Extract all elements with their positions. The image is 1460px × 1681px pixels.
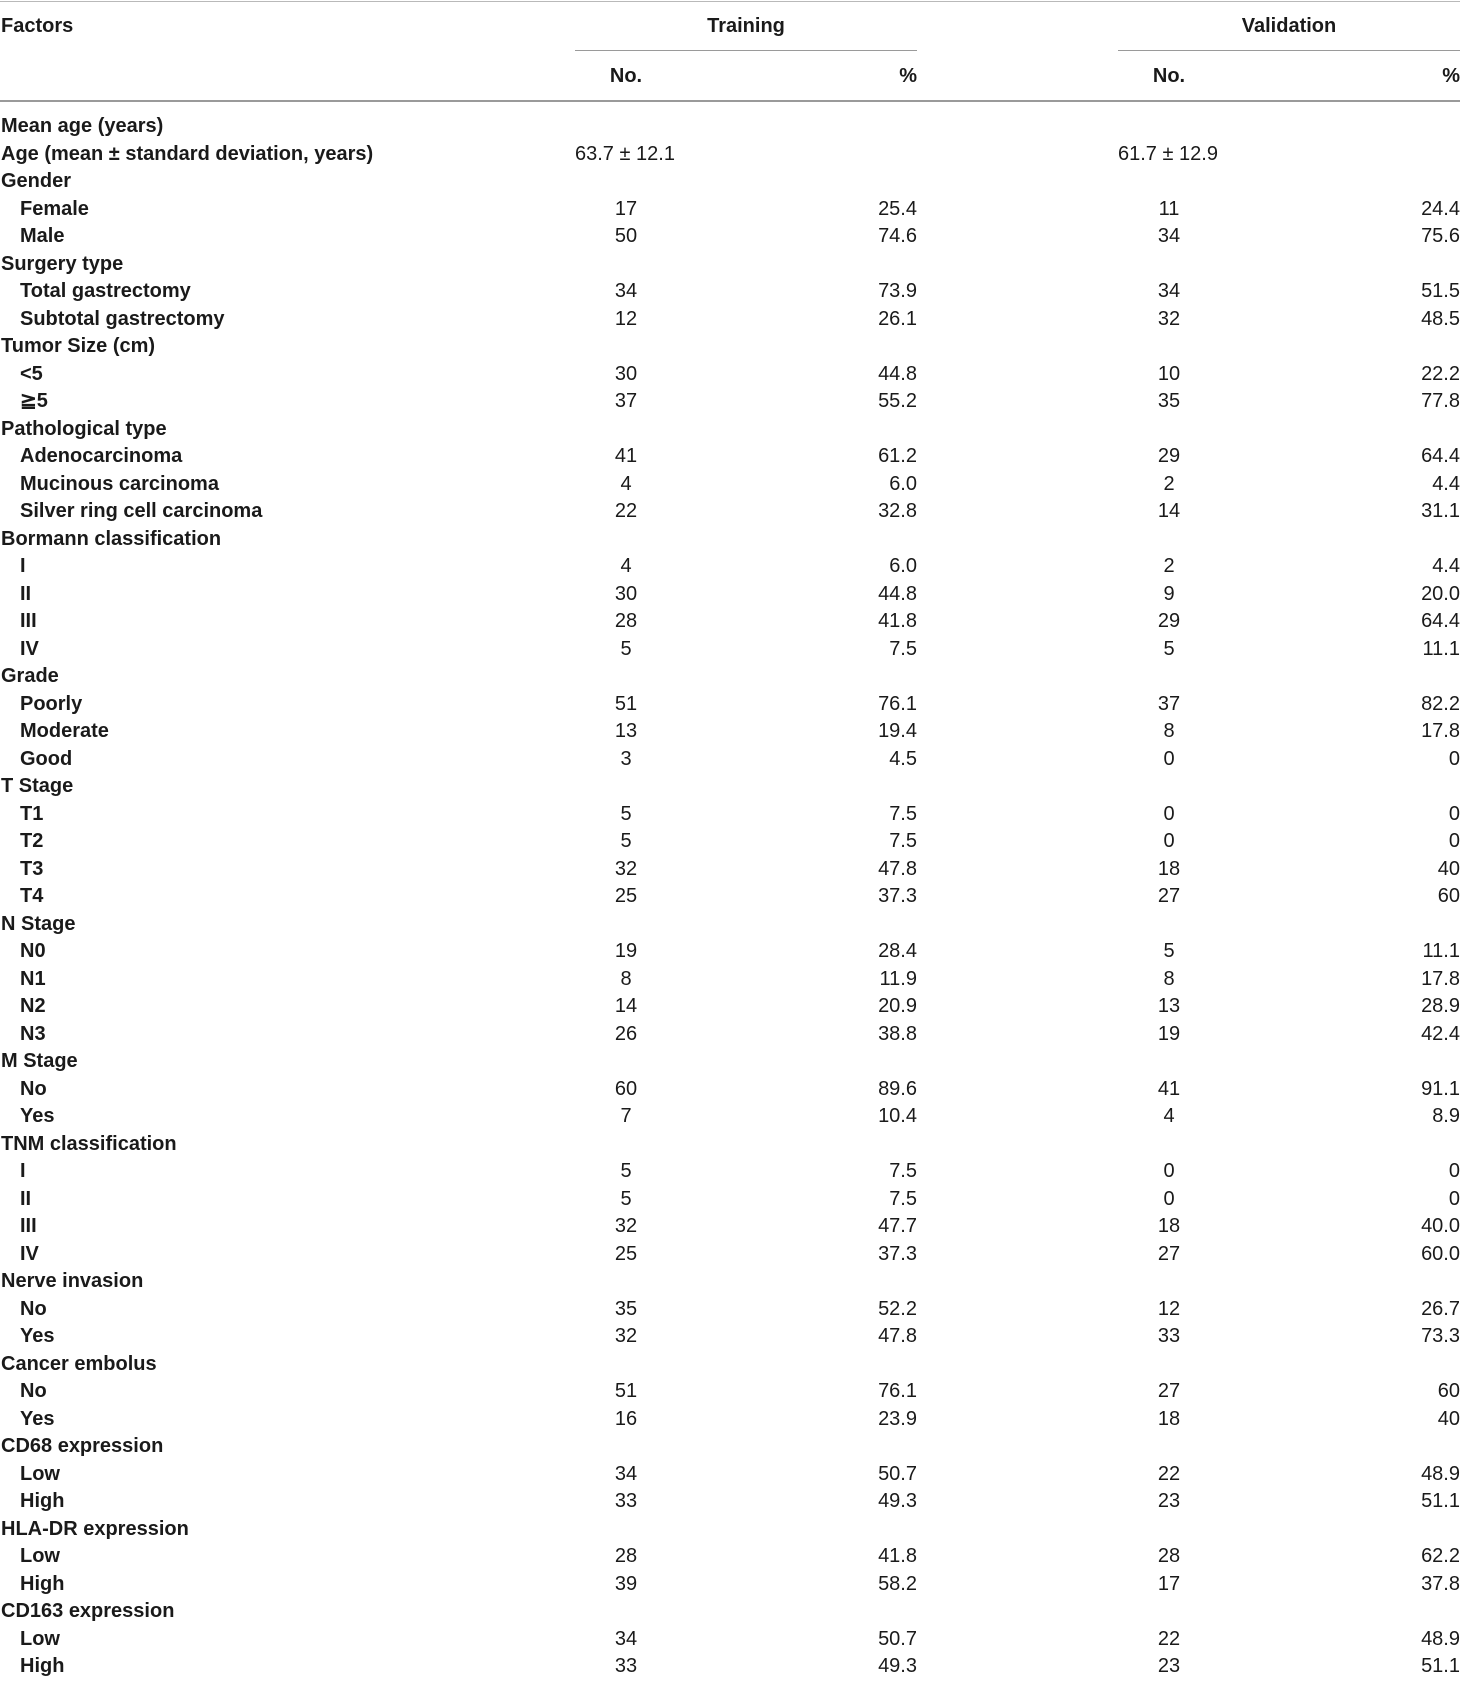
table-row <box>0 746 1460 774</box>
validation-count: 2 <box>1163 472 1175 495</box>
category-label: Gender <box>1 170 72 192</box>
training-count: 34 <box>614 1627 638 1650</box>
category-label: CD68 expression <box>1 1435 164 1457</box>
training-count: 32 <box>614 857 638 880</box>
training-count: 28 <box>614 610 638 632</box>
factor-label: Female <box>20 197 89 220</box>
table-row <box>0 718 1460 746</box>
factor-label: Yes <box>20 1407 55 1430</box>
category-row <box>0 1131 1460 1159</box>
header-training-percent: % <box>899 65 917 87</box>
category-row <box>0 1048 1460 1076</box>
validation-percent: 8.9 <box>1432 1105 1460 1127</box>
training-count: 32 <box>614 1215 638 1237</box>
validation-count: 13 <box>1157 995 1181 1017</box>
category-label: Surgery type <box>1 252 124 275</box>
training-count: 26 <box>614 1022 638 1045</box>
validation-count: 34 <box>1157 225 1181 247</box>
training-count: 5 <box>620 802 632 825</box>
training-percent: 47.8 <box>878 1325 917 1347</box>
validation-count: 37 <box>1157 692 1181 715</box>
table-row <box>0 1406 1460 1434</box>
training-percent: 76.1 <box>878 692 917 715</box>
table-row <box>0 443 1460 471</box>
training-count: 30 <box>614 362 638 385</box>
factor-label: III <box>20 610 37 632</box>
category-row <box>0 1351 1460 1379</box>
validation-count: 8 <box>1163 720 1175 742</box>
header-validation-no: No. <box>1152 65 1186 87</box>
validation-count: 28 <box>1157 1545 1181 1567</box>
factor-label: Silver ring cell carcinoma <box>20 500 263 522</box>
factor-label: Male <box>20 225 65 247</box>
training-count: 16 <box>614 1407 638 1430</box>
training-percent: 49.3 <box>878 1655 917 1677</box>
table-row <box>0 1653 1460 1681</box>
training-percent: 41.8 <box>878 1545 917 1567</box>
validation-count: 18 <box>1157 857 1181 880</box>
validation-count: 35 <box>1157 390 1181 412</box>
training-count: 41 <box>614 445 638 467</box>
validation-percent: 60.0 <box>1421 1242 1460 1265</box>
training-percent: 7.5 <box>889 1187 917 1210</box>
table-row <box>0 1626 1460 1654</box>
validation-percent: 40.0 <box>1421 1215 1460 1237</box>
category-row <box>0 911 1460 939</box>
factor-label: No <box>20 1077 47 1100</box>
factor-label: T2 <box>20 830 44 852</box>
training-count: 5 <box>620 830 632 852</box>
category-row <box>0 251 1460 279</box>
training-percent: 47.7 <box>878 1215 917 1237</box>
table-row <box>0 1461 1460 1489</box>
table-row <box>0 856 1460 884</box>
factor-label: T1 <box>20 802 44 825</box>
training-count: 19 <box>614 940 638 962</box>
training-percent: 4.5 <box>889 747 917 770</box>
training-count: 12 <box>614 307 638 330</box>
table-row <box>0 388 1460 416</box>
validation-count: 5 <box>1163 940 1175 962</box>
factor-label: T3 <box>20 857 44 880</box>
factor-label: Good <box>20 747 73 770</box>
training-count: 51 <box>614 692 638 715</box>
category-row <box>0 333 1460 361</box>
header-training: Training <box>707 15 785 37</box>
table-row <box>0 966 1460 994</box>
validation-count: 27 <box>1157 885 1181 907</box>
training-count: 4 <box>620 555 632 577</box>
training-percent: 44.8 <box>878 362 917 385</box>
validation-count: 10 <box>1157 362 1181 385</box>
category-label: Grade <box>1 665 59 687</box>
validation-percent: 40 <box>1437 857 1460 880</box>
validation-count: 23 <box>1157 1490 1181 1512</box>
validation-percent: 91.1 <box>1421 1077 1460 1100</box>
table-row <box>0 553 1460 581</box>
factor-label: N3 <box>20 1022 46 1045</box>
validation-count: 0 <box>1163 1160 1175 1182</box>
training-percent: 10.4 <box>878 1105 917 1127</box>
validation-percent: 75.6 <box>1421 225 1460 247</box>
category-label: Nerve invasion <box>1 1270 144 1292</box>
header-training-no: No. <box>609 65 643 87</box>
category-row <box>0 526 1460 554</box>
table-row <box>0 1021 1460 1049</box>
factor-label: Low <box>20 1462 60 1485</box>
factor-label: Mucinous carcinoma <box>20 472 219 495</box>
training-percent: 47.8 <box>878 857 917 880</box>
training-percent: 20.9 <box>878 995 917 1017</box>
training-count: 7 <box>620 1105 632 1127</box>
factor-label: II <box>20 582 32 605</box>
table-row <box>0 141 1460 169</box>
training-count: 22 <box>614 500 638 522</box>
validation-percent: 17.8 <box>1421 967 1460 990</box>
validation-count: 19 <box>1157 1022 1181 1045</box>
validation-percent: 11.1 <box>1422 940 1460 962</box>
category-label: M Stage <box>1 1050 78 1072</box>
table-row <box>0 1488 1460 1516</box>
validation-group-rule <box>1118 50 1460 51</box>
training-count: 13 <box>614 720 638 742</box>
factor-label: Yes <box>20 1325 55 1347</box>
validation-count: 14 <box>1157 500 1181 522</box>
validation-count: 27 <box>1157 1380 1181 1402</box>
training-percent: 7.5 <box>889 637 917 660</box>
validation-percent: 51.5 <box>1421 280 1460 302</box>
validation-count: 33 <box>1157 1325 1181 1347</box>
table-body <box>0 113 1460 1681</box>
validation-count: 22 <box>1157 1462 1181 1485</box>
training-count: 5 <box>620 637 632 660</box>
table-row <box>0 608 1460 636</box>
validation-count: 9 <box>1163 582 1175 605</box>
validation-count: 8 <box>1163 967 1175 990</box>
factor-label: N0 <box>20 940 46 962</box>
table-row <box>0 1186 1460 1214</box>
validation-percent: 4.4 <box>1432 555 1460 577</box>
training-percent: 38.8 <box>878 1022 917 1045</box>
table-row <box>0 883 1460 911</box>
training-count: 60 <box>614 1077 638 1100</box>
training-count: 30 <box>614 582 638 605</box>
training-percent: 37.3 <box>878 885 917 907</box>
training-count: 14 <box>614 995 638 1017</box>
table-row <box>0 223 1460 251</box>
factor-label: Low <box>20 1627 60 1650</box>
training-value: 63.7 ± 12.1 <box>575 142 675 165</box>
training-percent: 28.4 <box>878 940 917 962</box>
training-percent: 55.2 <box>878 390 917 412</box>
factor-label: No <box>20 1297 47 1320</box>
table-row <box>0 1323 1460 1351</box>
validation-percent: 60 <box>1437 885 1460 907</box>
training-count: 5 <box>620 1160 632 1182</box>
validation-count: 29 <box>1157 445 1181 467</box>
validation-count: 2 <box>1163 555 1175 577</box>
validation-percent: 48.9 <box>1421 1462 1460 1485</box>
training-percent: 52.2 <box>878 1297 917 1320</box>
factor-label: I <box>20 555 26 577</box>
validation-count: 0 <box>1163 1187 1175 1210</box>
factor-label: IV <box>20 637 39 660</box>
factor-label: Age (mean ± standard deviation, years) <box>1 142 374 165</box>
table-row <box>0 581 1460 609</box>
table-row <box>0 1213 1460 1241</box>
category-row <box>0 1598 1460 1626</box>
validation-percent: 73.3 <box>1421 1325 1460 1347</box>
table-row <box>0 1103 1460 1131</box>
training-percent: 58.2 <box>878 1572 917 1595</box>
validation-count: 23 <box>1157 1655 1181 1677</box>
table-row <box>0 278 1460 306</box>
validation-percent: 28.9 <box>1421 995 1460 1017</box>
table-row <box>0 1571 1460 1599</box>
validation-count: 17 <box>1157 1572 1181 1595</box>
factor-label: High <box>20 1655 65 1677</box>
validation-percent: 4.4 <box>1432 472 1460 495</box>
validation-count: 18 <box>1157 1215 1181 1237</box>
training-count: 33 <box>614 1655 638 1677</box>
factor-label: ≧5 <box>20 390 48 412</box>
training-percent: 6.0 <box>889 472 917 495</box>
factor-label: N2 <box>20 995 46 1017</box>
category-label: Bormann classification <box>1 527 222 550</box>
validation-count: 29 <box>1157 610 1181 632</box>
category-row <box>0 1516 1460 1544</box>
table-row <box>0 471 1460 499</box>
validation-count: 0 <box>1163 747 1175 770</box>
category-label: HLA-DR expression <box>1 1517 189 1540</box>
table-row <box>0 691 1460 719</box>
validation-percent: 82.2 <box>1421 692 1460 715</box>
training-percent: 25.4 <box>878 197 917 220</box>
training-percent: 32.8 <box>878 500 917 522</box>
training-percent: 76.1 <box>878 1380 917 1402</box>
training-percent: 89.6 <box>878 1077 917 1100</box>
training-count: 33 <box>614 1490 638 1512</box>
header-factors: Factors <box>1 15 74 37</box>
factor-label: II <box>20 1187 32 1210</box>
validation-count: 0 <box>1163 802 1175 825</box>
category-label: TNM classification <box>1 1132 177 1155</box>
training-percent: 23.9 <box>878 1407 917 1430</box>
training-percent: 74.6 <box>878 225 917 247</box>
validation-count: 41 <box>1157 1077 1181 1100</box>
factor-label: Moderate <box>20 720 109 742</box>
factor-label: N1 <box>20 967 46 990</box>
validation-value: 61.7 ± 12.9 <box>1118 142 1218 165</box>
validation-percent: 11.1 <box>1422 637 1460 660</box>
validation-percent: 62.2 <box>1421 1545 1460 1567</box>
table-row <box>0 1241 1460 1269</box>
validation-percent: 0 <box>1448 802 1460 825</box>
validation-percent: 60 <box>1437 1380 1460 1402</box>
training-count: 4 <box>620 472 632 495</box>
training-percent: 44.8 <box>878 582 917 605</box>
training-count: 35 <box>614 1297 638 1320</box>
validation-count: 18 <box>1157 1407 1181 1430</box>
validation-count: 5 <box>1163 637 1175 660</box>
validation-percent: 24.4 <box>1421 197 1460 220</box>
training-count: 51 <box>614 1380 638 1402</box>
training-percent: 37.3 <box>878 1242 917 1265</box>
validation-percent: 48.5 <box>1421 307 1460 330</box>
validation-percent: 51.1 <box>1421 1655 1460 1677</box>
training-count: 34 <box>614 1462 638 1485</box>
category-label: Pathological type <box>1 417 167 440</box>
factor-label: Adenocarcinoma <box>20 445 183 467</box>
table-row <box>0 1543 1460 1571</box>
header-validation-percent: % <box>1442 65 1460 87</box>
validation-percent: 20.0 <box>1421 582 1460 605</box>
header-rule <box>0 100 1460 102</box>
factor-label: III <box>20 1215 37 1237</box>
training-percent: 50.7 <box>878 1627 917 1650</box>
training-percent: 7.5 <box>889 1160 917 1182</box>
training-percent: 11.9 <box>879 967 917 990</box>
table-row <box>0 361 1460 389</box>
training-count: 17 <box>614 197 638 220</box>
table-row <box>0 1378 1460 1406</box>
category-label: Tumor Size (cm) <box>1 335 156 357</box>
training-percent: 61.2 <box>878 445 917 467</box>
validation-percent: 0 <box>1448 747 1460 770</box>
validation-count: 32 <box>1157 307 1181 330</box>
category-label: CD163 expression <box>1 1600 175 1622</box>
validation-percent: 22.2 <box>1421 362 1460 385</box>
training-count: 25 <box>614 1242 638 1265</box>
category-label: N Stage <box>1 912 76 935</box>
training-percent: 73.9 <box>878 280 917 302</box>
training-count: 34 <box>614 280 638 302</box>
category-row <box>0 1433 1460 1461</box>
training-count: 37 <box>614 390 638 412</box>
validation-percent: 0 <box>1448 830 1460 852</box>
validation-percent: 64.4 <box>1421 610 1460 632</box>
factor-label: T4 <box>20 885 44 907</box>
training-percent: 7.5 <box>889 830 917 852</box>
training-percent: 41.8 <box>878 610 917 632</box>
factor-label: I <box>20 1160 26 1182</box>
validation-percent: 0 <box>1448 1187 1460 1210</box>
validation-percent: 77.8 <box>1421 390 1460 412</box>
factor-label: IV <box>20 1242 39 1265</box>
validation-count: 12 <box>1157 1297 1181 1320</box>
header-validation: Validation <box>1241 15 1337 37</box>
validation-count: 11 <box>1158 197 1180 220</box>
factor-label: Yes <box>20 1105 55 1127</box>
table-row <box>0 306 1460 334</box>
category-row <box>0 113 1460 141</box>
table-row <box>0 196 1460 224</box>
validation-percent: 48.9 <box>1421 1627 1460 1650</box>
table-row <box>0 801 1460 829</box>
validation-count: 0 <box>1163 830 1175 852</box>
factor-label: <5 <box>20 362 43 385</box>
factor-label: Total gastrectomy <box>20 280 191 302</box>
category-row <box>0 416 1460 444</box>
validation-count: 34 <box>1157 280 1181 302</box>
validation-count: 22 <box>1157 1627 1181 1650</box>
training-count: 25 <box>614 885 638 907</box>
category-row <box>0 168 1460 196</box>
training-count: 3 <box>620 747 632 770</box>
training-group-rule <box>575 50 917 51</box>
table-row <box>0 828 1460 856</box>
validation-percent: 26.7 <box>1421 1297 1460 1320</box>
training-count: 28 <box>614 1545 638 1567</box>
training-percent: 26.1 <box>878 307 917 330</box>
training-percent: 49.3 <box>878 1490 917 1512</box>
training-count: 8 <box>620 967 632 990</box>
table-row <box>0 1296 1460 1324</box>
top-rule <box>0 1 1460 2</box>
training-percent: 6.0 <box>889 555 917 577</box>
table-row <box>0 938 1460 966</box>
validation-count: 27 <box>1157 1242 1181 1265</box>
category-row <box>0 773 1460 801</box>
factor-label: Subtotal gastrectomy <box>20 307 225 330</box>
training-count: 5 <box>620 1187 632 1210</box>
table-row <box>0 498 1460 526</box>
training-percent: 19.4 <box>878 720 917 742</box>
validation-percent: 31.1 <box>1421 500 1460 522</box>
validation-percent: 17.8 <box>1421 720 1460 742</box>
table-row <box>0 1076 1460 1104</box>
table-row <box>0 993 1460 1021</box>
table-row <box>0 1158 1460 1186</box>
validation-percent: 42.4 <box>1421 1022 1460 1045</box>
validation-percent: 64.4 <box>1421 445 1460 467</box>
training-percent: 50.7 <box>878 1462 917 1485</box>
factor-label: Low <box>20 1545 60 1567</box>
category-label: Mean age (years) <box>1 115 164 137</box>
factor-label: No <box>20 1380 47 1402</box>
validation-percent: 40 <box>1437 1407 1460 1430</box>
factor-label: High <box>20 1490 65 1512</box>
validation-percent: 0 <box>1448 1160 1460 1182</box>
factor-label: High <box>20 1572 65 1595</box>
factor-label: Poorly <box>20 692 83 715</box>
table-row <box>0 636 1460 664</box>
training-count: 32 <box>614 1325 638 1347</box>
validation-percent: 37.8 <box>1421 1572 1460 1595</box>
category-row <box>0 1268 1460 1296</box>
category-row <box>0 663 1460 691</box>
training-percent: 7.5 <box>889 802 917 825</box>
category-label: Cancer embolus <box>1 1352 157 1375</box>
validation-percent: 51.1 <box>1421 1490 1460 1512</box>
training-count: 50 <box>614 225 638 247</box>
training-count: 39 <box>614 1572 638 1595</box>
validation-count: 4 <box>1163 1105 1175 1127</box>
category-label: T Stage <box>1 775 74 797</box>
